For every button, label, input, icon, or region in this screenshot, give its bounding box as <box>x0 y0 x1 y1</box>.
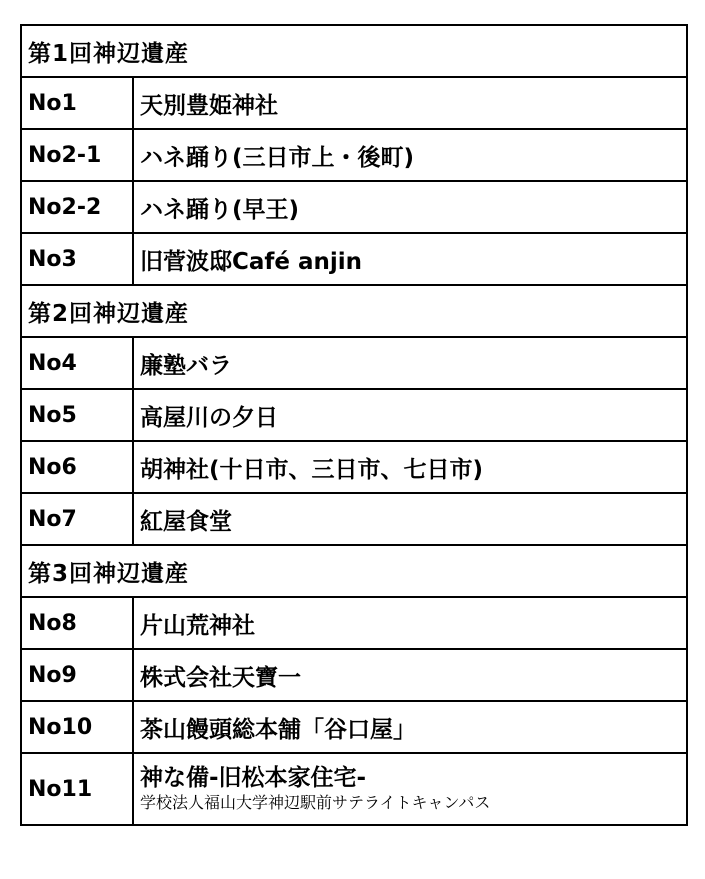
section-header-row <box>21 285 687 337</box>
section-title: 第1回神辺遺産 <box>21 25 687 77</box>
heritage-name: 神な備-旧松本家住宅- <box>140 765 367 792</box>
table-row <box>21 597 687 649</box>
heritage-name: 天別豊姫神社 <box>133 77 687 129</box>
heritage-name: 廉塾バラ <box>133 337 687 389</box>
table-row <box>21 441 687 493</box>
heritage-number: No2-2 <box>21 181 133 233</box>
heritage-name: 片山荒神社 <box>133 597 687 649</box>
table-row <box>21 649 687 701</box>
heritage-number: No10 <box>21 701 133 753</box>
section-title: 第2回神辺遺産 <box>21 285 687 337</box>
table-row <box>21 337 687 389</box>
table-row <box>21 233 687 285</box>
table-row <box>21 129 687 181</box>
heritage-number: No3 <box>21 233 133 285</box>
table-row <box>21 493 687 545</box>
heritage-subtitle: 学校法人福山大学神辺駅前サテライトキャンパス <box>140 793 491 813</box>
table-row <box>21 181 687 233</box>
heritage-number: No1 <box>21 77 133 129</box>
heritage-name: 胡神社(十日市、三日市、七日市) <box>133 441 687 493</box>
heritage-number: No8 <box>21 597 133 649</box>
heritage-name: 高屋川の夕日 <box>133 389 687 441</box>
table-row <box>21 753 687 825</box>
section-header-row <box>21 545 687 597</box>
heritage-name: 株式会社天寶一 <box>133 649 687 701</box>
heritage-number: No5 <box>21 389 133 441</box>
table-row <box>21 701 687 753</box>
heritage-number: No6 <box>21 441 133 493</box>
section-title: 第3回神辺遺産 <box>21 545 687 597</box>
heritage-name: ハネ踊り(三日市上・後町) <box>133 129 687 181</box>
heritage-name: ハネ踊り(早王) <box>133 181 687 233</box>
heritage-name: 茶山饅頭総本舗「谷口屋」 <box>133 701 687 753</box>
heritage-number: No9 <box>21 649 133 701</box>
heritage-number: No4 <box>21 337 133 389</box>
heritage-name: 旧菅波邸Café anjin <box>133 233 687 285</box>
heritage-table <box>20 24 688 826</box>
heritage-name: 紅屋食堂 <box>133 493 687 545</box>
table-row <box>21 389 687 441</box>
heritage-name-cell <box>133 753 687 825</box>
heritage-number: No2-1 <box>21 129 133 181</box>
section-header-row <box>21 25 687 77</box>
table-row <box>21 77 687 129</box>
heritage-number: No7 <box>21 493 133 545</box>
heritage-number: No11 <box>21 753 133 825</box>
